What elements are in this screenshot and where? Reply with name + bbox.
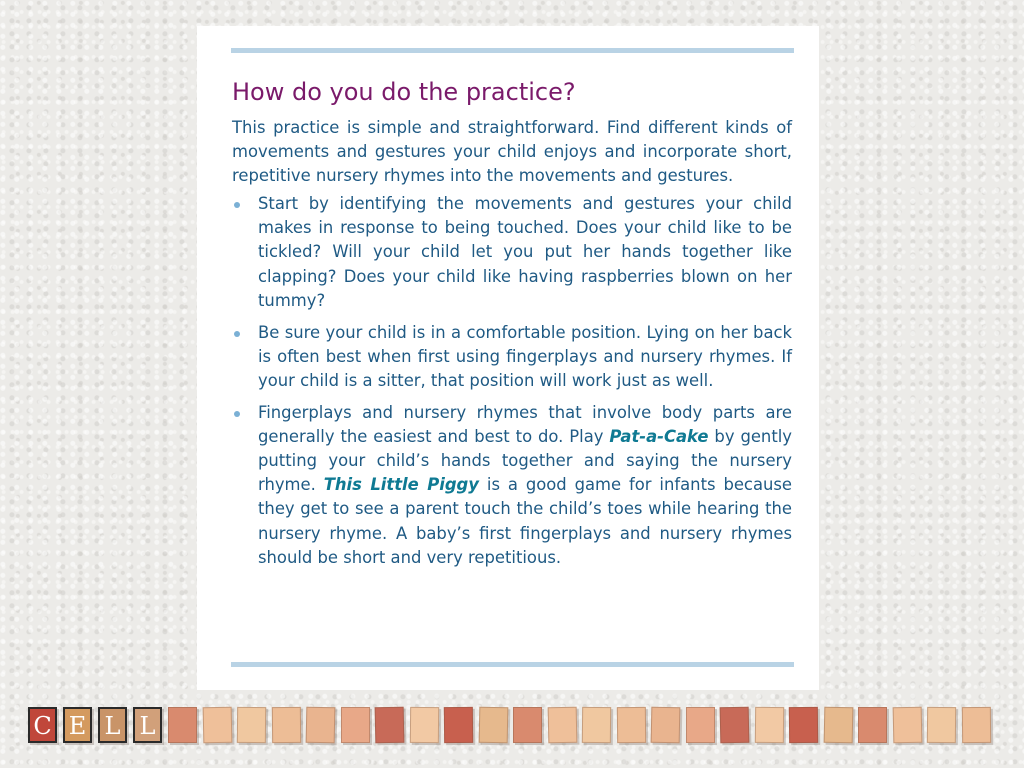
decorative-tile bbox=[789, 707, 818, 743]
decorative-tile bbox=[961, 707, 990, 743]
bullet-item bbox=[232, 192, 792, 312]
decorative-tile bbox=[651, 707, 681, 744]
decorative-tile bbox=[720, 707, 750, 744]
slide-content bbox=[232, 78, 792, 578]
decorative-tile bbox=[271, 707, 300, 743]
decorative-tile bbox=[927, 707, 956, 743]
decorative-tile bbox=[547, 707, 577, 744]
decorative-tile bbox=[478, 707, 508, 744]
bullet-text: Start by identifying the movements and gestures your child makes in response to being touched. Does your child like to be tickled? Will your child let you put her hands together like clapping? Does your child like having raspberries blown on her tummy? bbox=[258, 194, 792, 310]
bullet-text: Be sure your child is in a comfortable position. Lying on her back is often best when first using fingerplays and nursery rhymes. If your child is a sitter, that position will work just as well. bbox=[258, 322, 792, 390]
decorative-tile bbox=[858, 707, 887, 743]
rhyme-title-this-little-piggy: This Little Piggy bbox=[323, 475, 479, 495]
decorative-tile bbox=[513, 707, 542, 743]
decorative-tile bbox=[341, 707, 370, 743]
decorative-tile bbox=[237, 707, 266, 743]
bullet-icon bbox=[234, 411, 240, 417]
decorative-tile bbox=[168, 707, 197, 743]
bottom-divider bbox=[231, 662, 794, 667]
decorative-tile bbox=[444, 707, 473, 743]
decorative-tile bbox=[686, 707, 715, 743]
decorative-tile bbox=[409, 707, 438, 743]
bullet-item bbox=[232, 401, 792, 570]
top-divider bbox=[231, 48, 794, 53]
decorative-tile bbox=[892, 707, 922, 744]
bullet-text-part: by gently putting your child’s hands together and saying the nursery rhyme. bbox=[258, 427, 792, 495]
logo-letter-tile: L bbox=[133, 707, 162, 743]
bullet-text-part: is a good game for infants because they get to see a parent touch the child’s toes while hearing the nursery rhyme. A baby’s first fingerplays and nursery rhymes should be short and very repetitious. bbox=[258, 475, 792, 567]
decorative-tile bbox=[823, 707, 853, 744]
logo-letter-tile: C bbox=[28, 707, 57, 743]
rhyme-title-pat-a-cake: Pat-a-Cake bbox=[609, 427, 709, 447]
logo-letter-tile: L bbox=[98, 707, 127, 743]
decorative-tile bbox=[616, 707, 645, 743]
bullet-text-part: Fingerplays and nursery rhymes that involve body parts are generally the easiest and best to do. Play bbox=[258, 403, 792, 447]
decorative-tile bbox=[306, 707, 336, 744]
decorative-tile bbox=[375, 707, 405, 744]
slide-panel bbox=[197, 26, 819, 690]
decorative-tile bbox=[754, 707, 783, 743]
bullet-list bbox=[232, 192, 792, 569]
intro-paragraph: This practice is simple and straightforward. Find different kinds of movements and gestures your child enjoys and incorporate short, repetitive nursery rhymes into the movements and gestures. bbox=[232, 118, 792, 186]
slide-heading: How do you do the practice? bbox=[232, 78, 576, 106]
bullet-icon bbox=[234, 331, 240, 337]
bullet-icon bbox=[234, 202, 240, 208]
decorative-tile bbox=[202, 707, 232, 744]
bullet-item bbox=[232, 321, 792, 393]
decorative-tile bbox=[582, 707, 611, 743]
logo-letter-tile: E bbox=[63, 707, 92, 743]
cell-logo-tile-strip bbox=[0, 704, 1024, 750]
